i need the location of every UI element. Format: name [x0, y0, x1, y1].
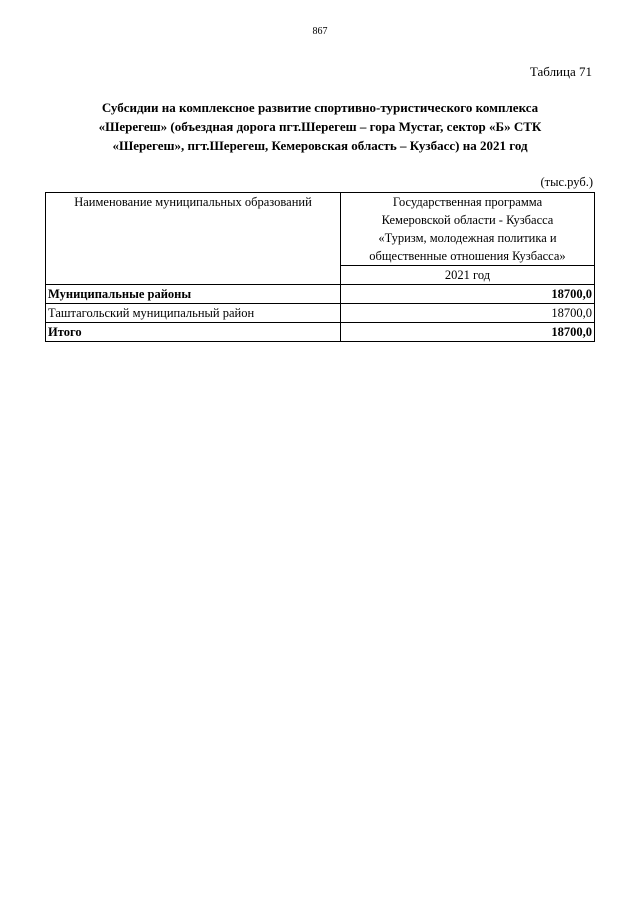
program-line-1: Государственная программа	[392, 195, 543, 209]
program-line-3: «Туризм, молодежная политика и	[378, 231, 557, 245]
table-row	[46, 304, 595, 323]
total-value: 18700,0	[341, 323, 595, 342]
header-year: 2021 год	[341, 266, 595, 285]
page-number: 867	[312, 26, 328, 37]
row-label: Муниципальные районы	[46, 285, 341, 304]
row-value: 18700,0	[341, 285, 595, 304]
subsidy-table	[45, 192, 595, 342]
row-label: Таштагольский муниципальный район	[46, 304, 341, 323]
table-label: Таблица 71	[529, 64, 592, 79]
table-row	[46, 285, 595, 304]
units-label: (тыс.руб.)	[540, 175, 593, 189]
table-row-total	[46, 323, 595, 342]
title-line-3: «Шерегеш», пгт.Шерегеш, Кемеровская область – Кузбасс) на 2021 год	[112, 138, 528, 153]
header-state-program	[341, 193, 595, 266]
title-line-1: Субсидии на комплексное развитие спортивно-туристического комплекса	[101, 100, 539, 115]
document-title	[60, 98, 580, 155]
title-line-2: «Шерегеш» (объездная дорога пгт.Шерегеш – гора Мустаг, сектор «Б» СТК	[98, 119, 542, 134]
header-municipality-name: Наименование муниципальных образований	[46, 193, 341, 285]
table-header-row	[46, 193, 595, 266]
program-line-4: общественные отношения Кузбасса»	[369, 249, 566, 263]
total-label: Итого	[46, 323, 341, 342]
row-value: 18700,0	[341, 304, 595, 323]
program-line-2: Кемеровской области - Кузбасса	[381, 213, 554, 227]
